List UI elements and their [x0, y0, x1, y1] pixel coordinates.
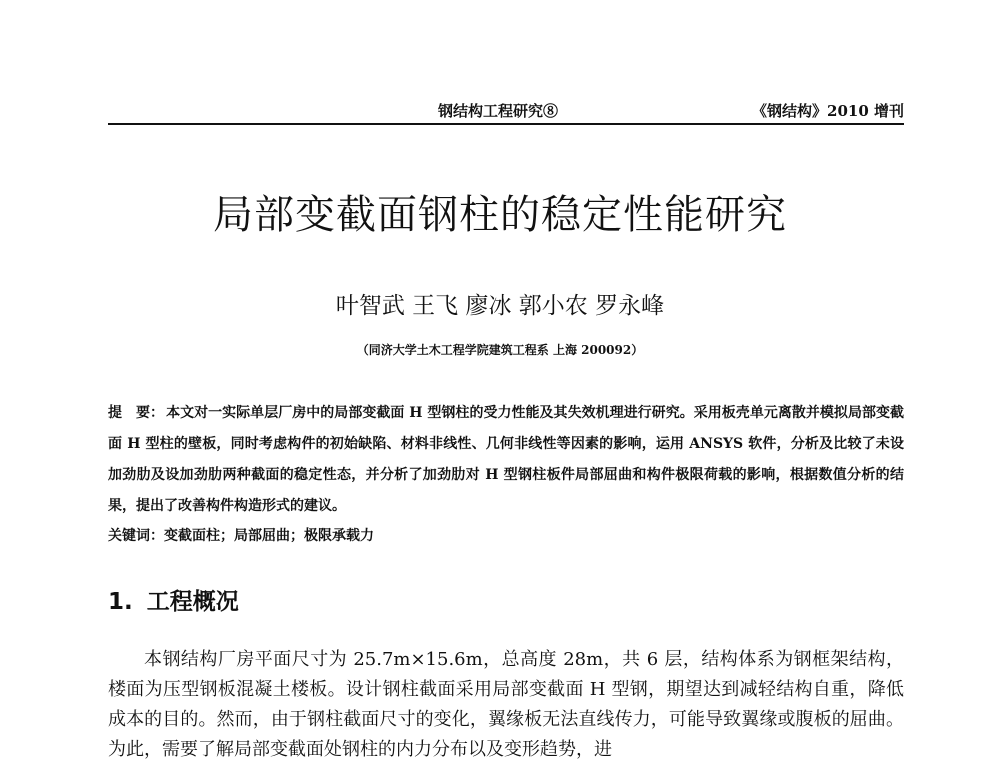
- author-list: 叶智武 王飞 廖冰 郭小农 罗永峰: [335, 293, 665, 319]
- section-title: 工程概况: [146, 589, 239, 615]
- keywords-label: 关键词：: [108, 528, 164, 544]
- section-heading: [108, 583, 239, 616]
- keywords-text: 变截面柱；局部屈曲；极限承载力: [164, 528, 374, 544]
- keywords: [108, 522, 904, 550]
- section-number: 1.: [108, 589, 133, 615]
- abstract: [108, 398, 904, 522]
- affiliation: （同济大学土木工程学院建筑工程系 上海 200092）: [356, 343, 644, 357]
- running-header: [108, 98, 904, 124]
- running-header-journal: 《钢结构》2010 增刊: [752, 102, 904, 120]
- running-header-series: 钢结构工程研究⑧: [438, 102, 559, 120]
- abstract-label: 提 要：: [108, 405, 165, 421]
- header-rule: [108, 123, 904, 125]
- abstract-text: 本文对一实际单层厂房中的局部变截面 H 型钢柱的受力性能及其失效机理进行研究。采用板壳单元离散并模拟局部变截面 H 型柱的壁板，同时考虑构件的初始缺陷、材料非线性、几何非线性等因素的影响，运用 ANSYS 软件，分析及比较了未设加劲肋及设加劲肋两种截面的稳定性态，并分析了加劲肋对 H 型钢柱板件局部屈曲和构件极限荷载的影响，根据数值分析的结果，提出了改善构件构造形式的建议。: [108, 405, 904, 514]
- paper-title: 局部变截面钢柱的稳定性能研究: [213, 192, 787, 238]
- body-paragraph: 本钢结构厂房平面尺寸为 25.7m×15.6m，总高度 28m，共 6 层，结构体系为钢框架结构，楼面为压型钢板混凝土楼板。设计钢柱截面采用局部变截面 H 型钢，期望达到减轻结构自重，降低成本的目的。然而，由于钢柱截面尺寸的变化，翼缘板无法直线传力，可能导致翼缘或腹板的屈曲。为此，需要了解局部变截面处钢柱的内力分布以及变形趋势，进: [108, 649, 904, 760]
